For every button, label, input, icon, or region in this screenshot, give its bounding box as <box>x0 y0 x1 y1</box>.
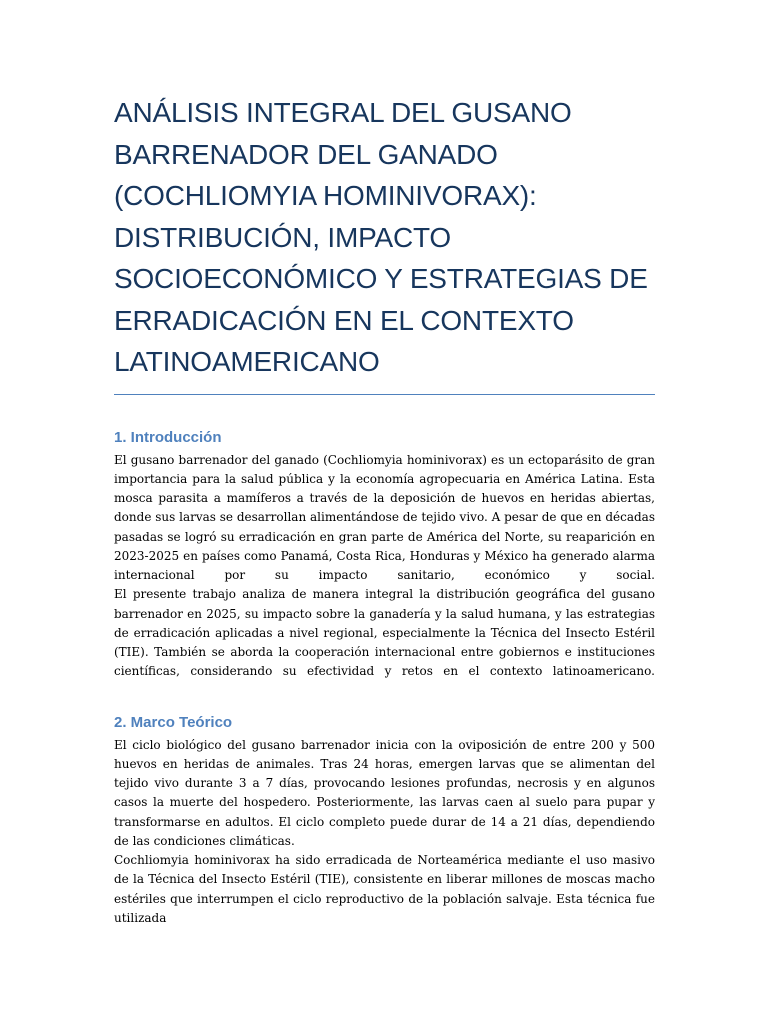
document-title: ANÁLISIS INTEGRAL DEL GUSANO BARRENADOR DEL GANADO (COCHLIOMYIA HOMINIVORAX): DISTRIBUCIÓN, IMPACTO SOCIOECONÓMICO Y ESTRATEGIAS DE ERRADICACIÓN EN EL CONTEXTO LATINOAMERICANO <box>114 97 648 377</box>
section-heading-marco-teorico: 2. Marco Teórico <box>114 713 233 731</box>
section-heading-introduccion: 1. Introducción <box>114 428 222 446</box>
document-page <box>114 92 655 928</box>
paragraph-intro-1: El gusano barrenador del ganado (Cochliomyia hominivorax) es un ectoparásito de gran importancia para la salud pública y la economía agropecuaria en América Latina. Esta mosca parasita a mamíferos a través de la deposición de huevos en heridas abiertas, donde sus larvas se desarrollan alimentándose de tejido vivo. A pesar de que en décadas pasadas se logró su erradicación en gran parte de América del Norte, su reaparición en 2023-2025 en países como Panamá, Costa Rica, Honduras y México ha generado alarma internacional por su impacto sanitario, económico y social. <box>114 452 655 582</box>
paragraph-marco-1: El ciclo biológico del gusano barrenador inicia con la oviposición de entre 200 y 500 huevos en heridas de animales. Tras 24 horas, emergen larvas que se alimentan del tejido vivo durante 3 a 7 días, provocando lesiones profundas, necrosis y en algunos casos la muerte del hospedero. Posteriormente, las larvas caen al suelo para pupar y transformarse en adultos. El ciclo completo puede durar de 14 a 21 días, dependiendo de las condiciones climáticas. <box>114 737 655 848</box>
paragraph-marco-2: Cochliomyia hominivorax ha sido erradicada de Norteamérica mediante el uso masivo de la Técnica del Insecto Estéril (TIE), consistente en liberar millones de moscas macho estériles que interrumpen el ciclo reproductivo de la población salvaje. Esta técnica fue utilizada <box>114 853 655 925</box>
paragraph-intro-2: El presente trabajo analiza de manera integral la distribución geográfica del gusano barrenador en 2025, su impacto sobre la ganadería y la salud humana, y las estrategias de erradicación aplicadas a nivel regional, especialmente la Técnica del Insecto Estéril (TIE). También se aborda la cooperación internacional entre gobiernos e instituciones científicas, considerando su efectividad y retos en el contexto latinoamericano. <box>114 587 655 679</box>
title-divider <box>114 394 655 395</box>
